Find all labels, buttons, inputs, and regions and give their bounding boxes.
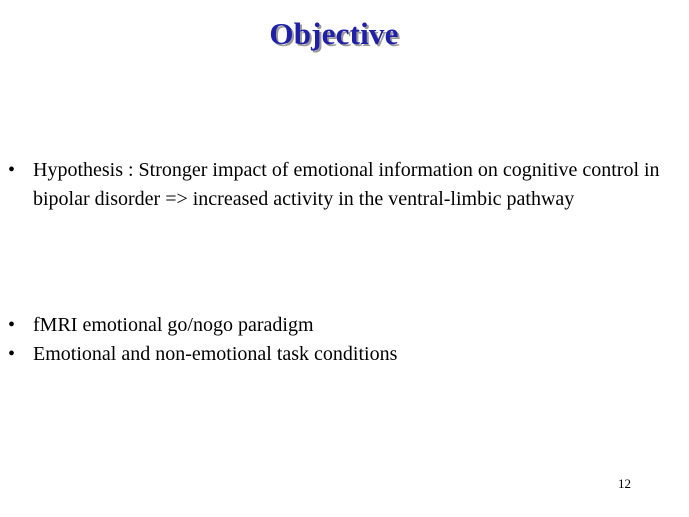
bullet-list-methods: [8, 311, 668, 369]
slide-title: Objective: [269, 16, 399, 51]
bullet-list-hypothesis: [8, 156, 668, 214]
bullet-text: Emotional and non-emotional task conditions: [33, 343, 398, 365]
bullet-dot: •: [8, 343, 16, 365]
bullet-item-conditions: [8, 340, 668, 369]
bullet-text: Hypothesis : Stronger impact of emotional information on cognitive control in bipolar disorder => increased activity in the ventral-limbic pathway: [33, 159, 660, 210]
page-number: 12: [618, 476, 631, 491]
bullet-item-hypothesis: [8, 156, 668, 214]
bullet-dot: •: [8, 159, 16, 181]
bullet-text: fMRI emotional go/nogo paradigm: [33, 314, 314, 336]
bullet-item-paradigm: [8, 311, 668, 340]
bullet-dot: •: [8, 314, 16, 336]
